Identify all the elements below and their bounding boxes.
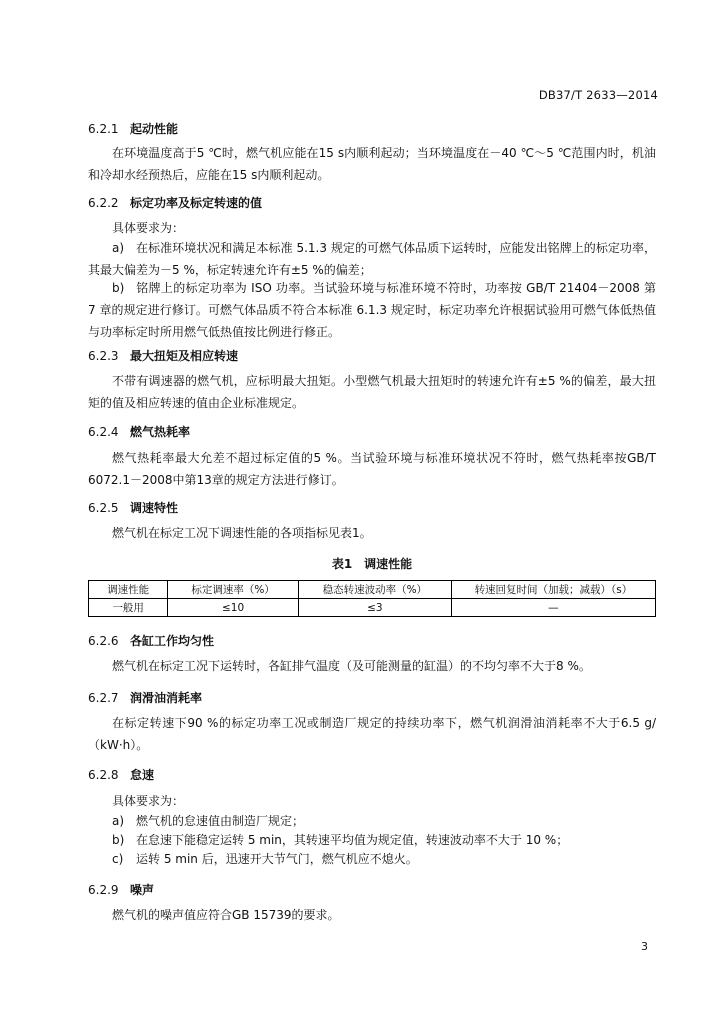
section-heading-6-2-1: 6.2.1 起动性能 [88,122,179,136]
section-heading-6-2-8: 6.2.8 怠速 [88,768,155,782]
section-paragraph: 燃气机在标定工况下运转时，各缸排气温度（及可能测量的缸温）的不均匀率不大于8 %。 [112,659,591,673]
section-heading-6-2-5: 6.2.5 调速特性 [88,501,179,515]
section-paragraph: 不带有调速器的燃气机，应标明最大扭矩。小型燃气机最大扭矩时的转速允许有±5 %的偏差，最大扭矩的值及相应转速的值由企业标准规定。 [88,374,656,410]
list-item: b) 在怠速下能稳定运转 5 min，其转速平均值为规定值，转速波动率不大于 10 %； [112,833,569,847]
table-cell: ≤10 [168,599,298,617]
section-heading-6-2-7: 6.2.7 润滑油消耗率 [88,691,203,705]
list-item: a) 燃气机的怠速值由制造厂规定； [112,814,305,828]
speed-regulation-table [88,580,656,617]
table-header-cell: 转速回复时间（加载；减载）（s） [451,581,655,599]
section-paragraph: 在标定转速下90 %的标定功率工况或制造厂规定的持续功率下，燃气机润滑油消耗率不大于6.5 g/（kW·h）。 [88,716,656,752]
section-intro: 具体要求为： [112,794,185,808]
table-header-cell: 调速性能 [89,581,168,599]
section-heading-6-2-4: 6.2.4 燃气热耗率 [88,425,191,439]
table-cell: 一般用 [89,599,168,617]
doc-code: DB37/T 2633—2014 [538,88,658,102]
table-header-cell: 稳态转速波动率（%） [298,581,451,599]
section-heading-6-2-3: 6.2.3 最大扭矩及相应转速 [88,349,239,363]
list-item: a) 在标准环境状况和满足本标准 5.1.3 规定的可燃气体品质下运转时，应能发出铭牌上的标定功率，其最大偏差为－5 %，标定转速允许有±5 %的偏差； [88,241,656,277]
table-header-row [89,581,656,599]
section-paragraph: 燃气机的噪声值应符合GB 15739的要求。 [112,908,340,922]
table-cell: — [451,599,655,617]
table-caption: 表1 调速性能 [331,557,413,571]
section-intro: 具体要求为： [112,221,185,235]
section-paragraph: 燃气热耗率最大允差不超过标定值的5 %。当试验环境与标准环境状况不符时，燃气热耗率按GB/T 6072.1－2008中第13章的规定方法进行修订。 [88,451,656,487]
section-heading-6-2-2: 6.2.2 标定功率及标定转速的值 [88,196,263,210]
section-heading-6-2-6: 6.2.6 各缸工作均匀性 [88,634,215,648]
table-row [89,599,656,617]
section-paragraph: 在环境温度高于5 ℃时，燃气机应能在15 s内顺利起动；当环境温度在－40 ℃～5 ℃范围内时，机油和冷却水经预热后，应能在15 s内顺利起动。 [88,146,656,182]
list-item: b) 铭牌上的标定功率为 ISO 功率。当试验环境与标准环境不符时，功率按 GB/T 21404－2008 第 7 章的规定进行修订。可燃气体品质不符合本标准 6.1.3 规定时，标定功率允许根据试验用可燃气体低热值与功率标定时所用燃气低热值按比例进行修正。 [88,281,656,339]
section-paragraph: 燃气机在标定工况下调速性能的各项指标见表1。 [112,526,372,540]
list-item: c) 运转 5 min 后，迅速开大节气门，燃气机应不熄火。 [112,852,418,866]
page-number: 3 [641,940,648,953]
table-header-cell: 标定调速率（%） [168,581,298,599]
table-cell: ≤3 [298,599,451,617]
section-heading-6-2-9: 6.2.9 噪声 [88,883,155,897]
